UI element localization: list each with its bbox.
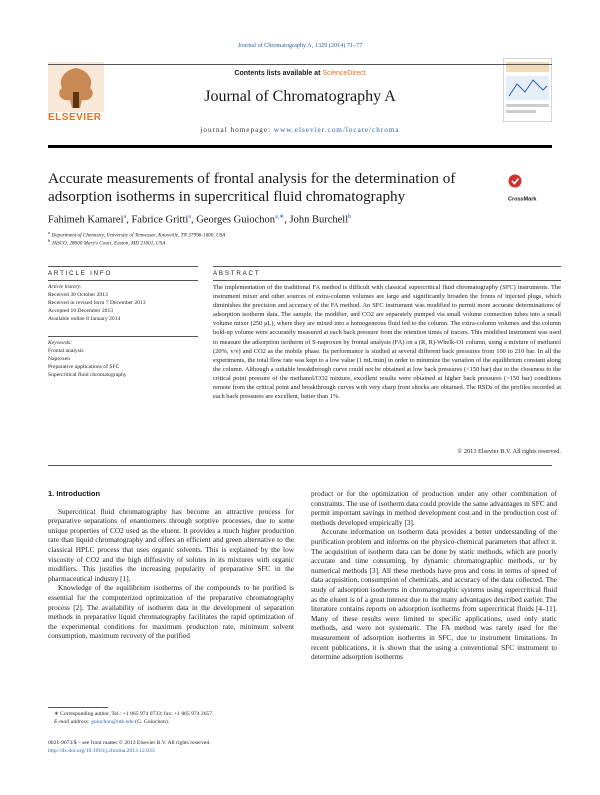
header-top-rule [48,64,552,65]
crossmark-label: CrossMark [508,196,537,203]
author-affil-mark[interactable]: a [123,214,127,220]
issn-line: 0021-9673/$ – see front matter © 2013 Elsevier B.V. All rights reserved. [48,740,211,746]
abstract-bottom-rule [48,465,552,466]
email-link[interactable]: guiochon@utk.edu [91,719,134,725]
journal-cover-thumbnail [503,58,552,122]
sciencedirect-link[interactable]: ScienceDirect [322,70,366,77]
contents-prefix: Contents lists available at [234,70,323,77]
author-affil-mark[interactable]: b [348,214,352,220]
author-name: John Burchell [289,214,349,226]
author-list: Fahimeh Kamarei$^a$, Fabrice Gritti$^a$, Georges Guiochon$^{a,∗}$, John Burchell$^b$ [48,214,352,226]
email-label: E-mail address: [54,719,92,725]
right-column [311,489,557,662]
keyword-item: Frontal analysis [48,348,84,354]
history-item: Available online 8 January 2014 [48,316,121,322]
keywords-label: Keywords: [48,340,73,346]
affiliation-text: JASCO, 28600 Mary's Court, Easton, MD 21601, USA [51,240,166,247]
title-line-1: Accurate measurements of frontal analysis for the determination of [48,170,456,187]
affiliation-b [48,238,165,247]
author-affil-mark[interactable]: a [188,214,191,220]
keyword-item: Naproxen [48,356,71,362]
keywords-rule [48,336,198,337]
article-info-rule [48,266,198,267]
keyword-item: Supercritical fluid chromatography [48,372,127,378]
author-name: Fahimeh Kamarei [48,214,124,226]
author-name: Georges Guiochon [196,214,276,226]
corresponding-author-note: ∗ Corresponding author. Tel.: +1 865 974 0733; fax: +1 865 974 2657. [54,711,214,717]
affiliation-mark: b [48,238,51,243]
homepage-link[interactable]: www.elsevier.com/locate/chroma [273,126,400,134]
crossmark-icon [508,174,522,188]
body-paragraph: Knowledge of the equilibrium isotherms of the compounds to be purified is essential for the computerized optimization of the preparative chromatography process [2]. The availability of isotherm data in the development of separation methods in preparative liquid chromatography facilitates the rapid optimization of the experimental conditions for maximum production rate, minimum solvent consumption, maximum recovery of the purified [48,583,294,641]
author-affil-mark[interactable]: a,∗ [275,214,285,220]
journal-name: Journal of Chromatography A [204,88,396,105]
publisher-name: ELSEVIER [48,112,102,123]
history-item: Received 30 October 2013 [48,292,108,298]
header-bottom-rule [48,145,552,148]
homepage-label: journal homepage: [200,126,274,134]
affiliation-mark: a [48,230,51,235]
email-suffix: (G. Guiochon). [133,719,170,725]
doi-line [48,748,348,755]
abstract-body: The implementation of the traditional FA method is difficult with classical supercritical fluid chromatography (SFC) instruments. The instrument mixer and other sources of extra-column volumes are large and significantly broaden the fronts of injected plugs, which diminishes the precision and accuracy of the FA method. An SFC instrument was modified to permit more accurate determinations of adsorption isotherm data. The sample, the modifier, and CO2 are separately pumped via small volume connection tubes into a small volume mixer (250 μL), where they are mixed into a homogeneous fluid fed to the column. The extra-column volumes and the column hold-up volume were accurately measured at each back pressure from the retention times of tracers. This modified instrument was used to measure the adsorption isotherm of S-naproxen by frontal analysis (FA) on a (R, R)-Whelk-O1 column, using a mixture of methanol (20%, v/v) and CO2 as the mobile phase. Its performance is studied at several different back pressures from 100 to 210 bar. In all the experiments, the total flow rate was kept to a low value (1 mL/min) in order to minimize the variation of the equilibrium constant along the column. Although a suitable breakthrough curve could not be obtained at low back pressures (<150 bar) due to the closeness to the critical point pressure of the methanol/CO2 mixture, excellent results were obtained at higher back pressures (>150 bar) conditions remote from the critical point and breakthrough curves with very sharp front shocks are obtained. The RSDs of the profiles recorded at each back pressures are excellent, better than 1%. [213,284,561,401]
email-note [54,719,294,726]
doi-link[interactable]: http://dx.doi.org/10.1016/j.chroma.2013.12.033 [48,748,155,754]
history-item: Received in revised form 7 December 2013 [48,300,146,306]
body-paragraph: Supercritical fluid chromatography has become an attractive process for preparative separations of enantiomers through sorptive processes, due to some unique properties of CO2 used as the eluent. It provides a much higher production rate than liquid chromatography and offers an efficient and green alternative to the classical HPLC process that uses organic solvents. This is explained by the low viscosity of CO2 and the high diffusivity of solutes in its mixtures with organic modifiers. This justifies the increasing popularity of preparative SFC in the pharmaceutical industry [1]. [48,506,294,583]
left-column [48,489,294,641]
abstract-heading: ABSTRACT [213,270,261,277]
footnote-rule [48,707,108,708]
keyword-item: Preparative applications of SFC [48,364,120,370]
section-heading-introduction: 1. Introduction [48,489,101,498]
affiliation-text: Department of Chemistry, University of Tennessee, Knoxville, TN 37996-1600, USA [51,232,226,239]
history-label: Article history: [48,284,83,290]
abstract-rule-2 [213,280,561,281]
author-name: Fabrice Gritti [131,214,189,226]
title-line-2: adsorption isotherms in supercritical fluid chromatography [48,188,406,205]
copyright-notice: © 2013 Elsevier B.V. All rights reserved. [457,448,561,455]
history-item: Accepted 10 December 2013 [48,308,114,314]
body-paragraph: Accurate information on isotherm data provides a better understanding of the purification problem and informs on the physico-chemical parameters that affect it. The acquisition of isotherm data can be done by static methods, which are poorly accurate and time consuming, by dynamic chromatographic methods, or by numerical methods [3]. All these methods have pros and cons in terms of speed of data acquisition, consumption of chemicals, and accuracy of the data collected. The study of adsorption isotherms in chromatographic systems using supercritical fluid as the eluent is of a great interest due to the many advantages described earlier. The literature contains reports on adsorption isotherms from supercritical fluids [4–11]. Many of these results were limited to specific applications, used only static methods, and were not systematic. The FA method was rarely used for the measurement of adsorption isotherms in SFC, due to instrument limitations. In recent publications, it is shown that the using a conventional SFC instrument to determine adsorption isotherms [311,527,557,662]
article-info-rule-2 [48,280,198,281]
body-paragraph: product or for the optimization of production under any other combination of constraints. The use of isotherm data could provide the same advantages in SFC and permit important savings in method development cost and in the production cost of methods developed empirically [3]. [311,489,557,527]
article-info-heading: ARTICLE INFO [48,270,113,277]
journal-homepage [0,126,600,134]
article-title [48,170,488,206]
crossmark-badge[interactable] [508,172,552,203]
abstract-rule [213,266,561,267]
citation-line[interactable]: Journal of Chromatography A, 1329 (2014) 71–77 [237,42,363,49]
